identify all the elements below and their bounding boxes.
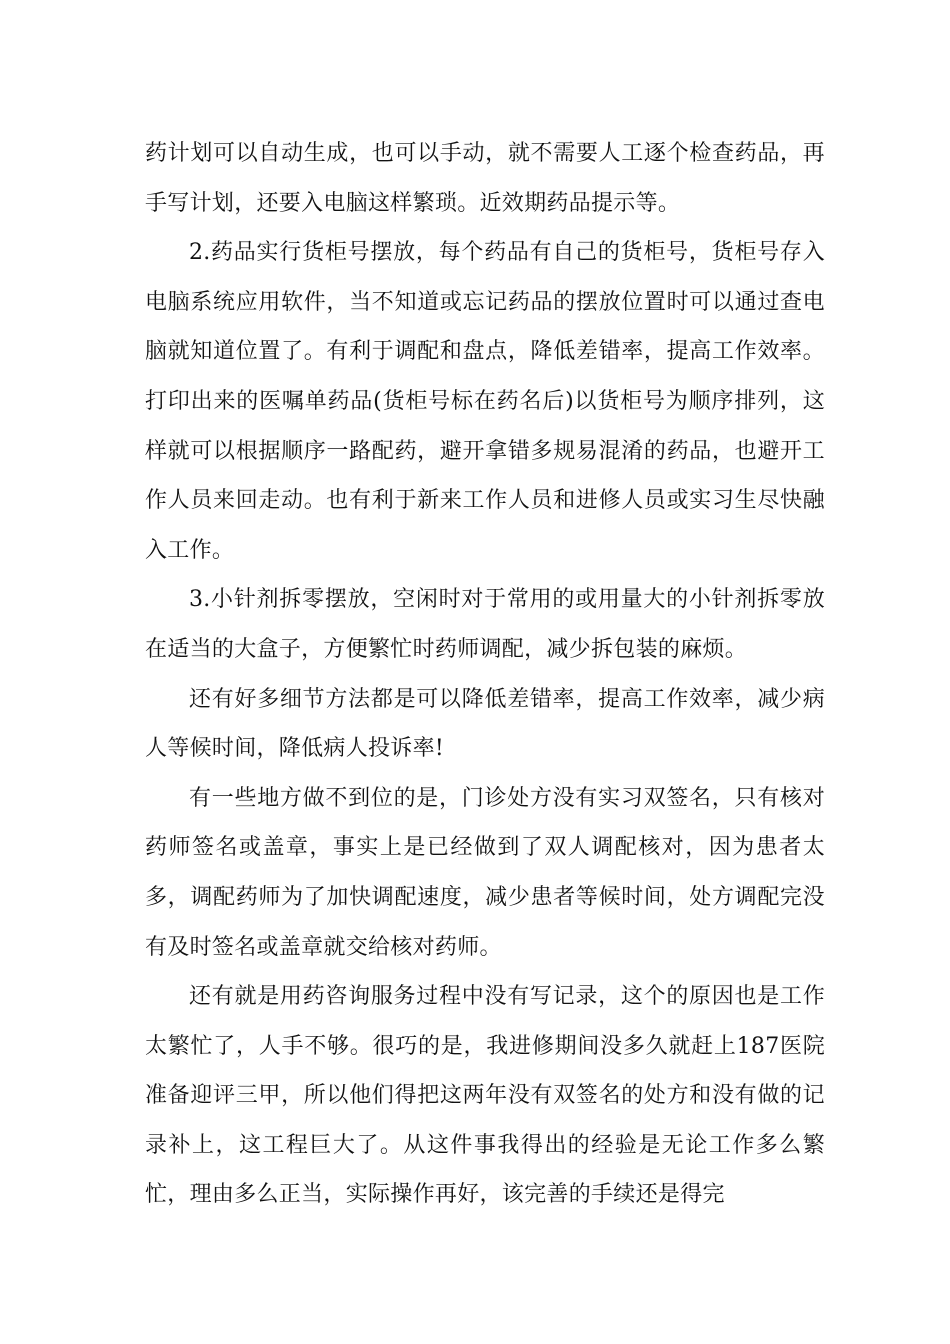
paragraph-continuation: 药计划可以自动生成，也可以手动，就不需要人工逐个检查药品，再手写计划，还要入电脑这样繁琐。近效期药品提示等。: [145, 141, 825, 216]
paragraph-item-3: 3.小针剂拆零摆放，空闲时对于常用的或用量大的小针剂拆零放在适当的大盒子，方便繁忙时药师调配，减少拆包装的麻烦。: [145, 587, 825, 662]
paragraph-consultation-records: 还有就是用药咨询服务过程中没有写记录，这个的原因也是工作太繁忙了，人手不够。很巧的是，我进修期间没多久就赶上187医院准备迎评三甲，所以他们得把这两年没有双签名的处方和没有做的记录补上，这工程巨大了。从这件事我得出的经验是无论工作多么繁忙，理由多么正当，实际操作再好，该完善的手续还是得完: [145, 984, 825, 1208]
paragraph-shortcomings: 有一些地方做不到位的是，门诊处方没有实习双签名，只有核对药师签名或盖章，事实上是已经做到了双人调配核对，因为患者太多，调配药师为了加快调配速度，减少患者等候时间，处方调配完没有及时签名或盖章就交给核对药师。: [145, 785, 825, 960]
document-body: [145, 129, 825, 1220]
paragraph-details: 还有好多细节方法都是可以降低差错率，提高工作效率，减少病人等候时间，降低病人投诉率!: [145, 686, 825, 762]
paragraph-item-2: 2.药品实行货柜号摆放，每个药品有自己的货柜号，货柜号存入电脑系统应用软件，当不知道或忘记药品的摆放位置时可以通过查电脑就知道位置了。有利于调配和盘点，降低差错率，提高工作效率。打印出来的医嘱单药品(货柜号标在药名后)以货柜号为顺序排列，这样就可以根据顺序一路配药，避开拿错多规易混淆的药品，也避开工作人员来回走动。也有利于新来工作人员和进修人员或实习生尽快融入工作。: [145, 240, 825, 563]
